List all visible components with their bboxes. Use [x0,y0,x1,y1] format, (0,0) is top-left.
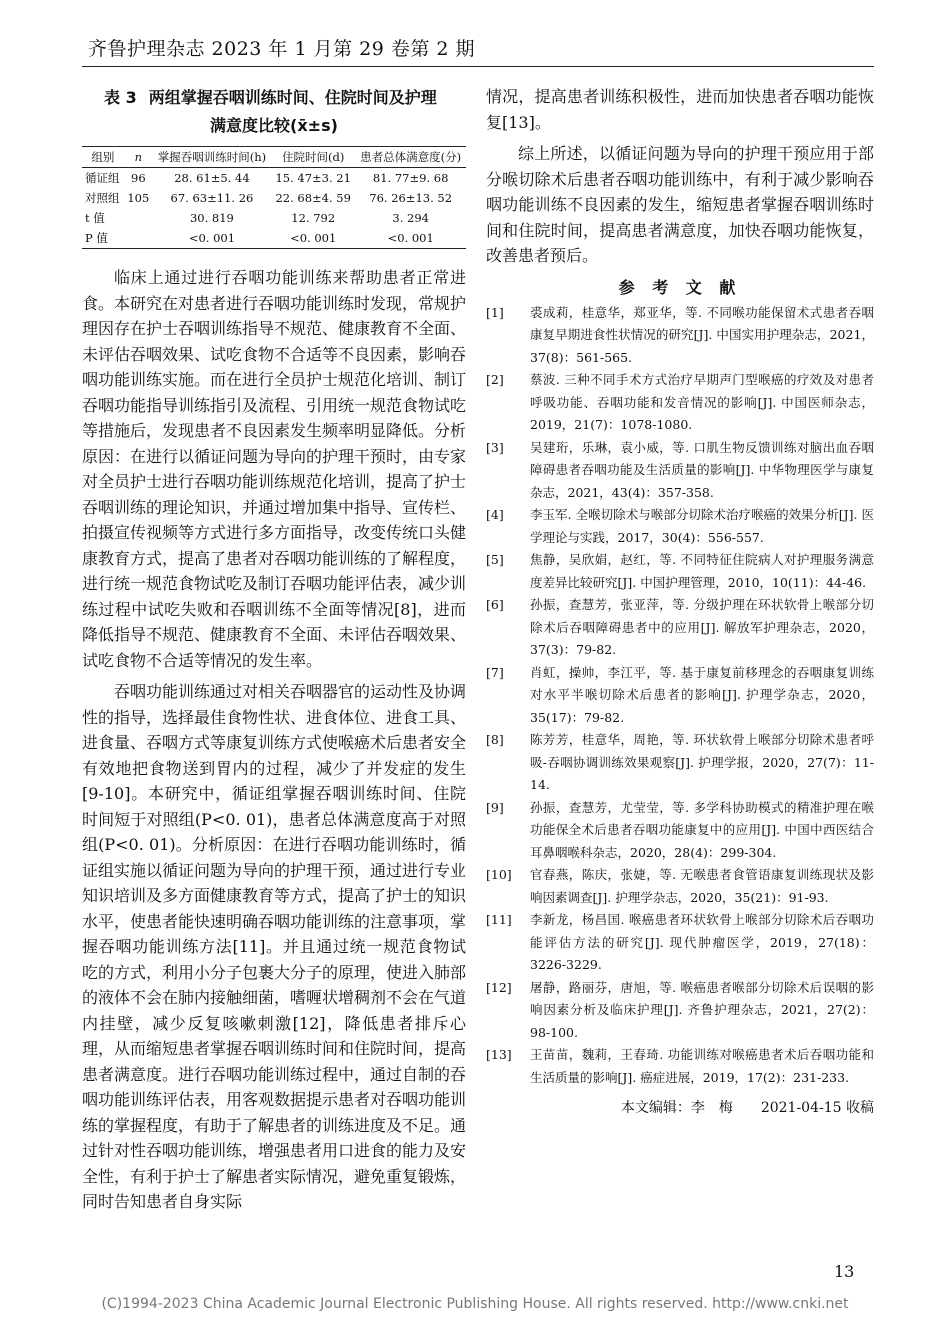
table-cell: 81. 77±9. 68 [372,171,449,185]
table-cell: 15. 47±3. 21 [275,171,351,185]
reference-text: 肖虹，操帅，李江平，等. 基于康复前移理念的吞咽康复训练对水平半喉切除术后患者的影响[J]. 护理学杂志，2020，35(17)：79-82. [530,664,874,725]
reference-text: 官春燕，陈庆，张婕，等. 无喉患者食管语康复训练现状及影响因素调查[J]. 护理学杂志，2020，35(21)：91-93. [530,867,874,905]
editor-note: 本文编辑：李 梅 2021-04-15 收稿 [620,1100,874,1116]
table-row [82,188,466,208]
table-cell: 105 [127,191,150,205]
table-cell: 30. 819 [189,211,234,225]
right-column [486,84,874,1117]
reference-list [486,302,874,1090]
reference-item [486,437,874,505]
left-column [82,84,466,1215]
reference-item [486,977,874,1045]
reference-item [486,909,874,977]
table-cell: <0. 001 [290,231,337,245]
reference-text: 孙振，查慧芳，尤莹莹，等. 多学科协助模式的精准护理在喉功能保全术后患者吞咽功能康复中的应用[J]. 中国中西医结合耳鼻咽喉科杂志，2020，28(4)：299-304. [530,799,874,860]
table-number: 表 3 [104,88,137,107]
reference-text: 裘成莉，桂意华，郑亚华，等. 不同喉功能保留术式患者吞咽康复早期进食性状情况的研究[J]. 中国实用护理杂志，2021，37(8)：561-565. [530,304,874,365]
header-divider [82,66,874,67]
reference-number: [11] [486,912,512,927]
table-cell: 12. 792 [291,211,336,225]
table-title-line1: 两组掌握吞咽训练时间、住院时间及护理 [148,88,437,107]
reference-item [486,662,874,730]
reference-item [486,302,874,370]
table-cell: 76. 26±13. 52 [369,191,453,205]
reference-text: 吴建珩，乐琳，袁小威，等. 口肌生物反馈训练对脑出血吞咽障碍患者吞咽功能及生活质量的影响[J]. 中华物理医学与康复杂志，2021，43(4)：357-358. [530,439,874,500]
body-paragraph: 临床上通过进行吞咽功能训练来帮助患者正常进食。本研究在对患者进行吞咽功能训练时发现，常规护理因存在护士吞咽训练指导不规范、健康教育不全面、未评估吞咽效果、试吃食物不合适等不良因素，影响吞咽功能训练实施。而在进行全员护士规范化培训、制订吞咽功能指导训练指引及流程、引用统一规范食物试吃等措施后，发现患者不良因素发生频率明显降低。分析原因：在进行以循证问题为导向的护理干预时，由专家对全员护士进行吞咽功能训练规范化培训，提高了护士吞咽训练的理论知识，并通过增加集中指导、宣传栏、拍摄宣传视频等方式进行多方面指导，改变传统口头健康教育方式，提高了患者对吞咽功能训练的了解程度，进行统一规范食物试吃及制订吞咽功能评估表，减少训练过程中试吃失败和吞咽训练不全面等情况[8]，进而降低指导不规范、健康教育不全面、未评估吞咽效果、试吃食物不合适等情况的发生率。 [82,268,467,670]
reference-number: [1] [486,304,504,320]
body-paragraph: 吞咽功能训练通过对相关吞咽器官的运动性及协调性的指导，选择最佳食物性状、进食体位、进食工具、进食量、吞咽方式等康复训练方式使喉癌术后患者安全有效地把食物送到胃内的过程，减少了并发症的发生[9-10]。本研究中，循证组掌握吞咽训练时间、住院时间短于对照组(P<0. 01)，患者总体满意度高于对照组(P<0. 01)。分析原因：在进行吞咽功能训练时，循证组实施以循证问题为导向的护理干预，通过进行专业知识培训及多方面健康教育等方式，提高了护士的知识水平，使患者能快速明确吞咽功能训练的注意事项，掌握吞咽功能训练方法[11]。并且通过统一规范食物试吃的方式，利用小分子包裹大分子的原理，使进入肺部的液体不会在肺内接触细菌，嗜喱状增稠剂不会在气道内挂壁，减少反复咳嗽刺激[12]，降低患者排斥心理，从而缩短患者掌握吞咽训练时间和住院时间，提高患者满意度。进行吞咽功能训练过程中，通过自制的吞咽功能训练评估表，用客观数据提示患者对吞咽功能训练的掌握程度，有助于了解患者的训练进度及不足。通过针对性吞咽功能训练，增强患者用口进食的能力及安全性，有利于护士了解患者实际情况，避免重复锻炼，同时告知患者自身实际 [82,682,467,1211]
reference-number: [13] [486,1047,512,1062]
reference-item [486,594,874,662]
journal-header: 齐鲁护理杂志 2023 年 1 月第 29 卷第 2 期 [88,38,476,60]
column-header: 组别 [91,150,115,164]
table-cell: 96 [131,171,146,185]
reference-text: 焦静，吴欣娟，赵红，等. 不同特征住院病人对护理服务满意度差异比较研究[J]. 中国护理管理，2010，10(11)：44-46. [530,552,874,590]
reference-item [486,504,874,549]
table-cell: <0. 001 [387,231,434,245]
column-header: 住院时间(d) [282,150,345,164]
conclusion-text [486,84,874,269]
table-cell [124,208,153,228]
reference-text: 王苗苗，魏莉，王春琦. 功能训练对喉癌患者术后吞咽功能和生活质量的影响[J]. 癌症进展，2019，17(2)：231-233. [530,1047,874,1085]
body-paragraph: 综上所述，以循证问题为导向的护理干预应用于部分喉切除术后患者吞咽功能训练中，有利于减少影响吞咽功能训练不良因素的发生，缩短患者掌握吞咽训练时间和住院时间，提高患者满意度，加快吞咽功能恢复，改善患者预后。 [486,144,874,265]
reference-item [486,729,874,797]
reference-number: [9] [486,799,504,815]
reference-number: [4] [486,507,504,522]
table-cell: 22. 68±4. 59 [275,191,351,205]
reference-text: 李新龙，杨昌国. 喉癌患者环状软骨上喉部分切除术后吞咽功能评估方法的研究[J]. 现代肿瘤医学，2019，27(18)：3226-3229. [530,912,874,972]
reference-item [486,797,874,865]
reference-number: [12] [486,979,512,995]
table-cell: 对照组 [85,191,120,205]
table-row [82,208,466,228]
references-heading: 参 考 文 献 [618,277,742,297]
table-cell: 67. 63±11. 26 [170,191,254,205]
table-cell: P 值 [85,231,108,245]
column-header: 患者总体满意度(分) [360,150,462,164]
reference-item [486,1044,874,1089]
reference-number: [5] [486,552,504,567]
reference-item [486,864,874,909]
column-header: 掌握吞咽训练时间(h) [157,150,267,164]
reference-number: [7] [486,664,504,680]
table-cell: 循证组 [85,171,120,185]
reference-text: 陈芳芳，桂意华，周艳，等. 环状软骨上喉部分切除术患者呼吸-吞咽协调训练效果观察[J]. 护理学报，2020，27(7)：11-14. [530,732,874,792]
results-table [82,146,466,249]
page-number: 13 [834,1262,855,1281]
table-title [82,84,466,140]
reference-item [486,549,874,594]
reference-number: [10] [486,867,512,882]
table-row [82,228,466,249]
body-paragraph: 情况，提高患者训练积极性，进而加快患者吞咽功能恢复[13]。 [486,87,874,132]
column-header: n [134,150,143,164]
copyright-footer: (C)1994-2023 China Academic Journal Electronic Publishing House. All rights reserved. http://www.cnki.net [101,1296,849,1312]
reference-text: 蔡波. 三种不同手术方式治疗早期声门型喉癌的疗效及对患者呼吸功能、吞咽功能和发音情况的影响[J]. 中国医师杂志，2019，21(7)：1078-1080. [530,372,874,432]
reference-number: [8] [486,732,504,747]
table-cell: 28. 61±5. 44 [174,171,250,185]
discussion-text [82,265,466,1215]
reference-number: [2] [486,372,504,387]
reference-item [486,369,874,437]
reference-text: 屠静，路丽芬，唐旭，等. 喉癌患者喉部分切除术后误咽的影响因素分析及临床护理[J]. 齐鲁护理杂志，2021，27(2)：98-100. [530,979,874,1040]
reference-text: 孙振，查慧芳，张亚萍，等. 分级护理在环状软骨上喉部分切除术后吞咽障碍患者中的应用[J]. 解放军护理杂志，2020，37(3)：79-82. [530,597,874,657]
table-header-row [82,147,466,168]
table-cell: t 值 [85,211,105,225]
table-title-line2: 满意度比较(x̄±s) [210,116,338,135]
reference-number: [3] [486,439,504,455]
reference-number: [6] [486,597,504,612]
table-cell: <0. 001 [188,231,236,245]
table-cell: 3. 294 [392,211,429,225]
table-row [82,168,466,189]
table-cell [124,228,153,249]
reference-text: 李玉军. 全喉切除术与喉部分切除术治疗喉癌的效果分析[J]. 医学理论与实践，2017，30(4)：556-557. [530,507,874,545]
